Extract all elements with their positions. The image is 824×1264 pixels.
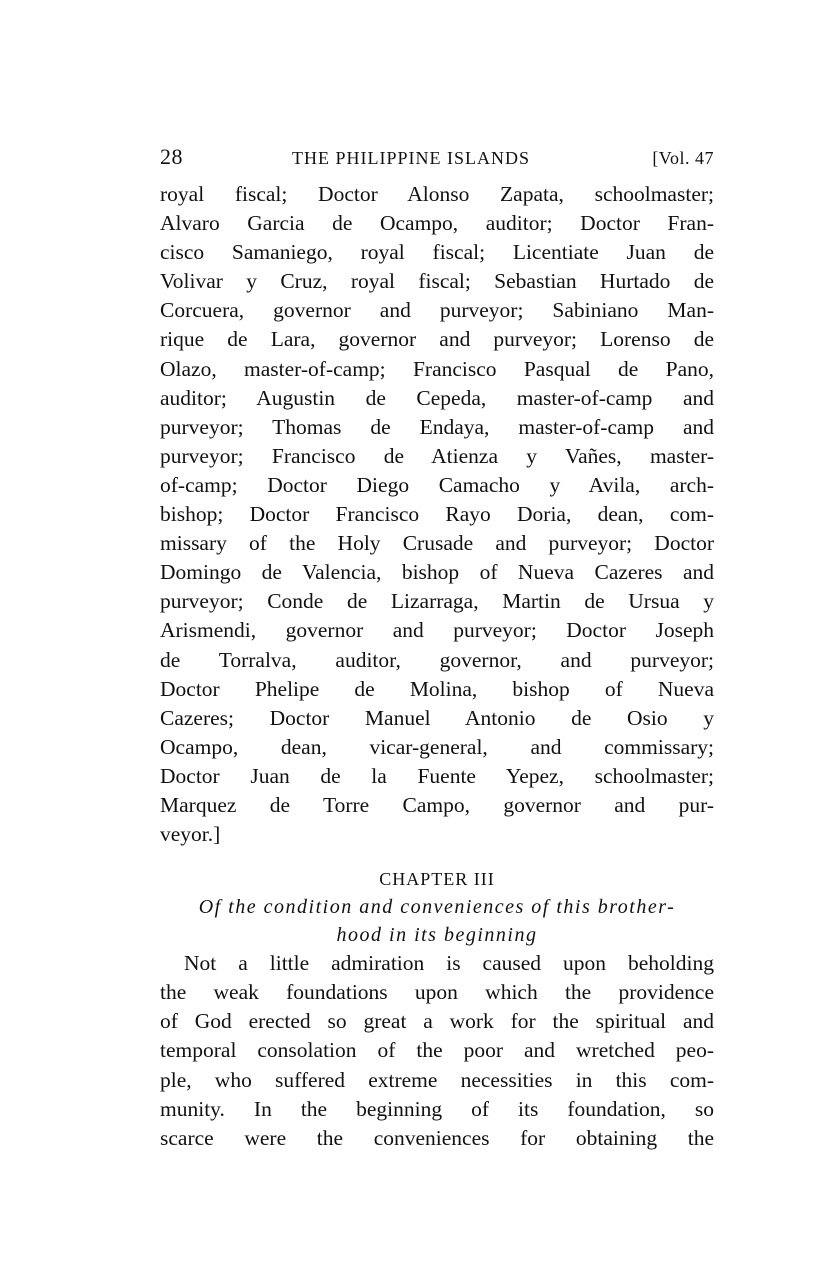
text-line: auditor; Augustin de Cepeda, master-of-camp and: [160, 385, 714, 410]
text-line: missary of the Holy Crusade and purveyor; Doctor: [160, 531, 714, 556]
text-line: bishop; Doctor Francisco Rayo Doria, dean, com-: [160, 502, 714, 527]
paragraph-2: [160, 949, 714, 1153]
text-line: rique de Lara, governor and purveyor; Lorenso de: [160, 327, 714, 352]
text-line: Doctor Juan de la Fuente Yepez, schoolmaster;: [160, 763, 714, 788]
text-line: temporal consolation of the poor and wretched peo-: [160, 1038, 714, 1063]
text-line: Corcuera, governor and purveyor; Sabiniano Man-: [160, 298, 714, 323]
text-line: Volivar y Cruz, royal fiscal; Sebastian Hurtado de: [160, 269, 714, 294]
text-line: purveyor; Conde de Lizarraga, Martin de Ursua y: [160, 589, 714, 614]
volume-label: [Vol. 47: [652, 148, 714, 168]
book-page: [160, 140, 714, 1153]
text-line: Cazeres; Doctor Manuel Antonio de Osio y: [160, 705, 714, 730]
chapter-subtitle-line: hood in its beginning: [336, 924, 538, 947]
text-line: Not a little admiration is caused upon beholding: [184, 951, 714, 976]
text-line: scarce were the conveniences for obtaining the: [160, 1125, 714, 1150]
text-line: veyor.]: [160, 822, 221, 847]
text-line: purveyor; Francisco de Atienza y Vañes, master-: [160, 443, 714, 468]
text-line: royal fiscal; Doctor Alonso Zapata, schoolmaster;: [160, 182, 714, 206]
text-line: purveyor; Thomas de Endaya, master-of-camp and: [160, 414, 714, 439]
text-line: Alvaro Garcia de Ocampo, auditor; Doctor Fran-: [160, 211, 714, 236]
text-line: Olazo, master-of-camp; Francisco Pasqual de Pano,: [160, 356, 714, 381]
chapter-heading: CHAPTER III: [379, 869, 495, 890]
text-line: Domingo de Valencia, bishop of Nueva Cazeres and: [160, 560, 714, 585]
text-line: Arismendi, governor and purveyor; Doctor Joseph: [160, 618, 714, 643]
chapter-subtitle-line: Of the condition and conveniences of this brother-: [198, 896, 676, 919]
running-title: THE PHILIPPINE ISLANDS: [292, 148, 530, 168]
text-line: Ocampo, dean, vicar-general, and commissary;: [160, 734, 714, 759]
paragraph-1: [160, 180, 714, 849]
text-line: munity. In the beginning of its foundation, so: [160, 1096, 714, 1121]
text-line: Doctor Phelipe de Molina, bishop of Nueva: [160, 676, 714, 701]
text-line: cisco Samaniego, royal fiscal; Licentiate Juan de: [160, 240, 714, 265]
text-line: the weak foundations upon which the providence: [160, 980, 714, 1005]
text-line: of God erected so great a work for the spiritual and: [160, 1009, 714, 1034]
text-line: de Torralva, auditor, governor, and purveyor;: [160, 647, 714, 672]
text-line: Marquez de Torre Campo, governor and pur-: [160, 792, 714, 817]
text-line: of-camp; Doctor Diego Camacho y Avila, arch-: [160, 472, 714, 497]
running-head: [160, 140, 714, 180]
page-number: 28: [160, 144, 183, 169]
chapter-subtitle: [160, 893, 714, 949]
text-line: ple, who suffered extreme necessities in this com-: [160, 1067, 714, 1092]
